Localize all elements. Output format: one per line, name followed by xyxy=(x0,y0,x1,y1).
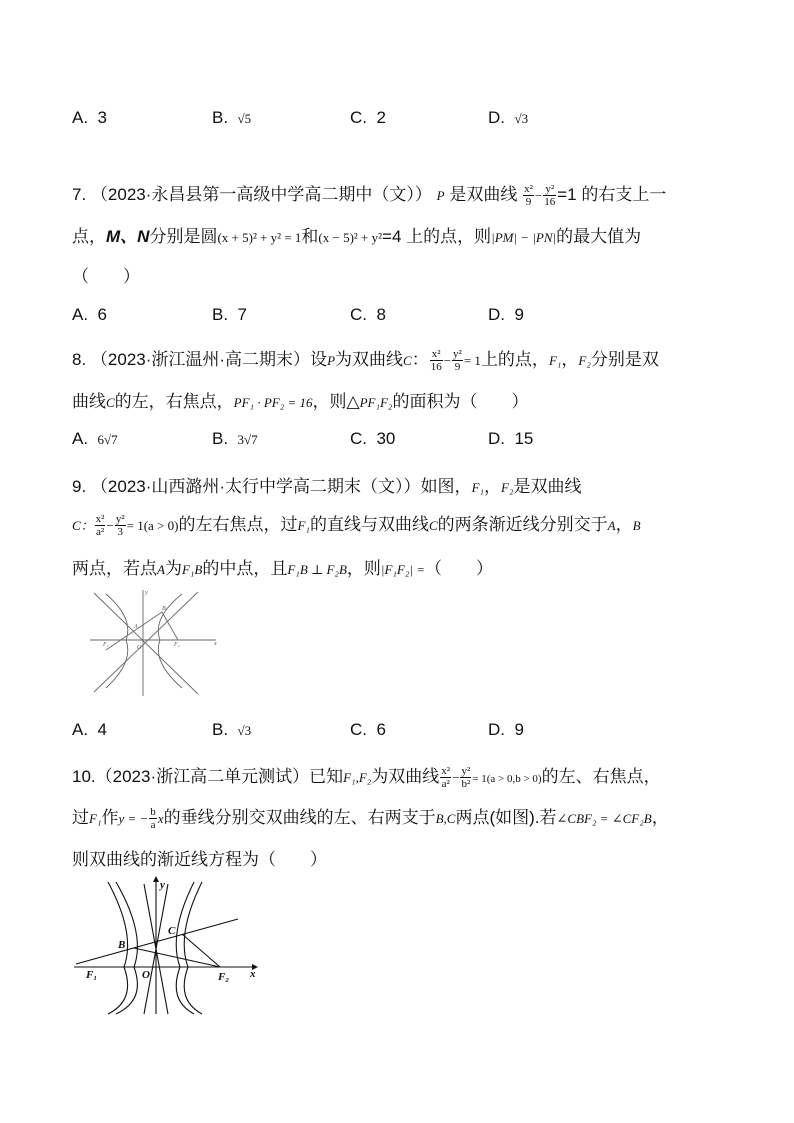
q7-frac-x: $\frac{\text{x²}}{9}$ xyxy=(524,183,533,209)
q10-right-branch-outer xyxy=(184,882,202,1014)
q7-option-a[interactable]: A. 6 xyxy=(72,305,107,324)
q8-source: （2023·浙江温州·高二期末） xyxy=(90,350,311,369)
q9-label-y: y xyxy=(145,590,148,596)
q6-option-b[interactable]: B. √5 xyxy=(212,108,252,127)
q7-line1: 7. （2023·永昌县第一高级中学高二期中（文）） P 是双曲线 $\frac{\text{x²}}{9}$ − $\frac{\text{y²}}{16}$ =1 的右支上一 xyxy=(72,183,667,209)
q9-label-o: O xyxy=(137,645,142,651)
q9-option-a[interactable]: A. 4 xyxy=(72,720,107,739)
q9-label-b: B xyxy=(162,606,166,612)
q9-figure xyxy=(86,588,220,698)
q9-label-f1: F₁ xyxy=(103,642,109,648)
q9-asymptote-2 xyxy=(94,592,198,692)
q10-label-y: y xyxy=(160,879,165,891)
q9-label-f2: F₂ xyxy=(174,642,180,648)
q10-figure xyxy=(72,874,268,1020)
q9-option-b[interactable]: B. √3 xyxy=(212,720,252,739)
q10-line2: 过F₁作y = − $\frac{b}{a}$ x的垂线分别交双曲线的左、右两支于B,C两点(如图).若∠CBF₂ = ∠CF₂B， xyxy=(72,806,669,832)
q9-line-f1b xyxy=(106,612,162,650)
q9-asymptote-1 xyxy=(94,593,198,694)
q7-option-b[interactable]: B. 7 xyxy=(212,305,247,324)
q9-line3: 两点，若点A为F₁B的中点，且F₁B ⊥ F₂B，则|F₁F₂| =（ ） xyxy=(72,559,493,578)
q10-source: （2023·浙江高二单元测试） xyxy=(95,767,310,786)
q8-option-b[interactable]: B. 3√7 xyxy=(212,429,258,448)
q10-y-arrow xyxy=(153,876,159,882)
q7-answer-paren: （ ） xyxy=(72,267,140,286)
q9-option-d[interactable]: D. 9 xyxy=(488,720,524,739)
q9-line-bf2 xyxy=(162,612,178,640)
q10-line1: 10.（2023·浙江高二单元测试）已知F₁,F₂为双曲线 $\frac{\text{x²}}{\text{a²}}$ − $\frac{\text{y²}}{\text{b²}}$ = 1(a > 0,b > 0)的左、右焦点， xyxy=(72,765,661,791)
q9-line2: C： $\frac{\text{x²}}{\text{a²}}$ − $\frac{\text{y²}}{3}$ = 1(a > 0)的左右焦点，过F₁的直线与双曲线C的两条渐近线分别交于A，B xyxy=(72,513,641,539)
q10-label-b: B xyxy=(118,939,126,951)
q9-source: （2023·山西潞州·太行中学高二期末（文）） xyxy=(90,477,421,496)
q10-line-cf2 xyxy=(182,934,220,967)
q8-option-c[interactable]: C. 30 xyxy=(350,429,396,448)
q8-option-a[interactable]: A. 6√7 xyxy=(72,429,118,448)
q10-label-f1: F₁ xyxy=(86,969,98,981)
q10-label-o: O xyxy=(142,969,150,981)
q9-label-x: x xyxy=(214,641,217,647)
q10-line3: 则双曲线的渐近线方程为（ ） xyxy=(72,850,327,869)
q7-line2: 点，M、N分别是圆(x + 5)² + y² = 1和(x − 5)² + y²=4 上的点，则|PM| − |PN|的最大值为 xyxy=(72,227,642,246)
q8-option-d[interactable]: D. 15 xyxy=(488,429,534,448)
q7-option-c[interactable]: C. 8 xyxy=(350,305,386,324)
q7-frac-y: $\frac{\text{y²}}{16}$ xyxy=(544,183,556,209)
q9-label-a: A xyxy=(134,624,138,630)
q8-line1: 8. （2023·浙江温州·高二期末）设P为双曲线C： $\frac{\text{x²}}{16}$ − $\frac{\text{y²}}{9}$ = 1上的点，F₁，F₂分别是双 xyxy=(72,348,659,374)
q10-label-c: C xyxy=(168,925,176,937)
q7-option-d[interactable]: D. 9 xyxy=(488,305,524,324)
q10-label-f2: F₂ xyxy=(218,971,230,983)
q6-option-c[interactable]: C. 2 xyxy=(350,108,386,127)
q8-line2: 曲线C的左，右焦点，PF₁ · PF₂ = 16，则△PF₁F₂的面积为（ ） xyxy=(72,392,529,411)
q9-line1: 9. （2023·山西潞州·太行中学高二期末（文））如图，F₁，F₂是双曲线 xyxy=(72,477,582,496)
q6-option-a[interactable]: A. 3 xyxy=(72,108,107,127)
q6-option-d[interactable]: D. √3 xyxy=(488,108,529,127)
q10-label-x: x xyxy=(250,968,256,980)
q9-option-c[interactable]: C. 6 xyxy=(350,720,386,739)
q7-source: （2023·永昌县第一高级中学高二期中（文）） xyxy=(90,185,432,204)
